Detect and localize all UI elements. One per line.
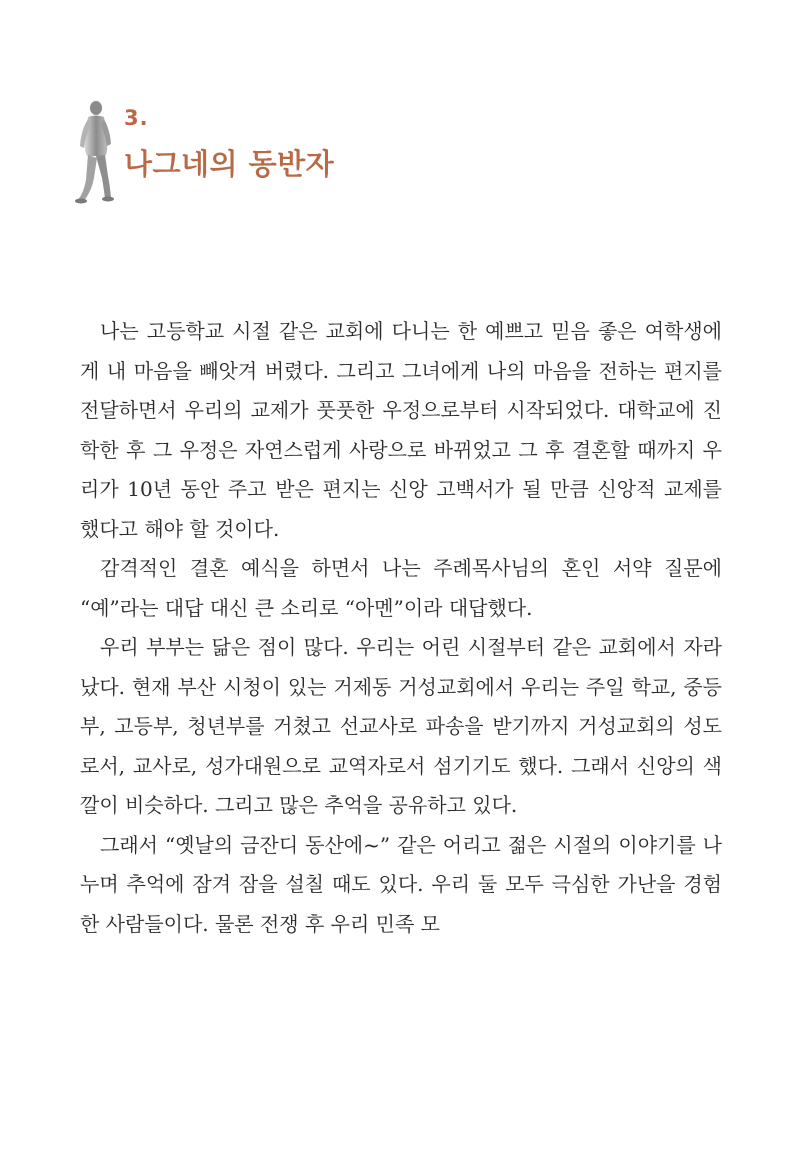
paragraph: 그래서 “옛날의 금잔디 동산에~” 같은 어리고 젊은 시절의 이야기를 나누며 추억에 잠겨 잠을 설칠 때도 있다. 우리 둘 모두 극심한 가난을 경험한 사람들이다. 물론 전쟁 후 우리 민족 모 [80,832,722,936]
chapter-number: 3. [124,106,149,130]
paragraph: 감격적인 결혼 예식을 하면서 나는 주례목사님의 혼인 서약 질문에 “예”라는 대답 대신 큰 소리로 “아멘”이라 대답했다. [80,556,722,620]
body-text [80,312,722,944]
paragraph: 우리 부부는 닮은 점이 많다. 우리는 어린 시절부터 같은 교회에서 자라났다. 현재 부산 시청이 있는 거제동 거성교회에서 우리는 주일 학교, 중등부, 고등부, 청년부를 거쳤고 선교사로 파송을 받기까지 거성교회의 성도로서, 교사로, 성가대원으로 교역자로서 섬기기도 했다. 그래서 신앙의 색깔이 비슷하다. 그리고 많은 추억을 공유하고 있다. [80,635,722,817]
paragraph: 나는 고등학교 시절 같은 교회에 다니는 한 예쁘고 믿음 좋은 여학생에게 내 마음을 빼앗겨 버렸다. 그리고 그녀에게 나의 마음을 전하는 편지를 전달하면서 우리의 교제가 풋풋한 우정으로부터 시작되었다. 대학교에 진학한 후 그 우정은 자연스럽게 사랑으로 바뀌었고 그 후 결혼할 때까지 우리가 10년 동안 주고 받은 편지는 신앙 고백서가 될 만큼 신앙적 교제를 했다고 해야 할 것이다. [80,319,722,541]
chapter-title: 나그네의 동반자 [124,147,335,181]
walking-person-icon [72,100,118,206]
